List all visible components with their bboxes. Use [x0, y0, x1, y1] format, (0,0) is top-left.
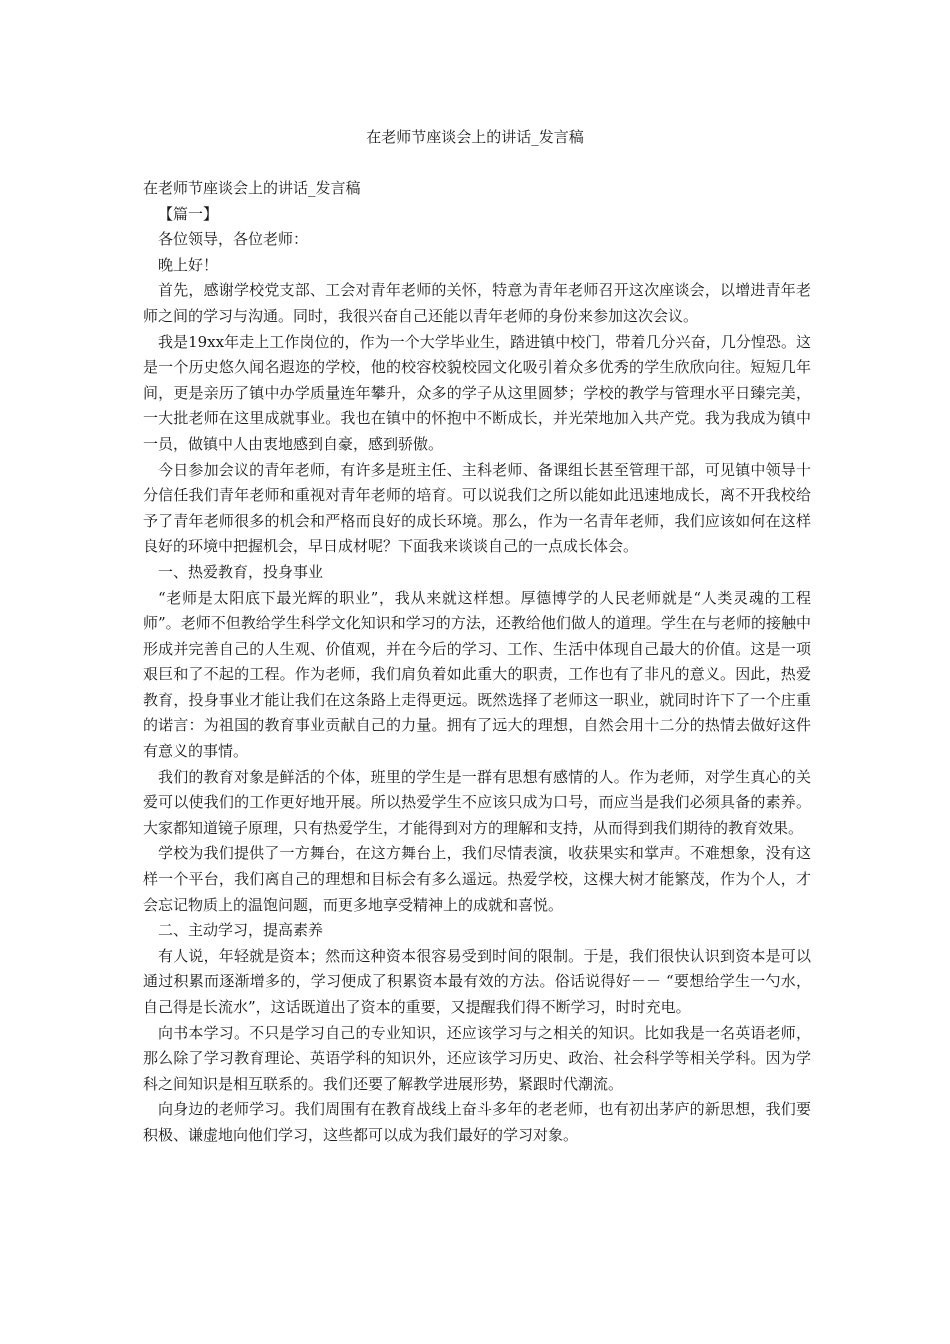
section-heading: 二、主动学习，提高素养 [158, 921, 324, 940]
section-heading: 一、热爱教育，投身事业 [158, 562, 324, 581]
paragraph: 向书本学习。不只是学习自己的专业知识，还应该学习与之相关的知识。比如我是一名英语老师，那么除了学习教育理论、英语学科的知识外，还应该学习历史、政治、社会科学等相关学科。因为学科之间知识是相互联系的。我们还要了解教学进展形势，紧跟时代潮流。 [143, 1023, 811, 1093]
paragraph: 有人说，年轻就是资本；然而这种资本很容易受到时间的限制。于是，我们很快认识到资本是可以通过积累而逐渐增多的，学习便成了积累资本最有效的方法。俗话说得好－－ “要想给学生一勺水，自己得是长流水”，这话既道出了资本的重要，又提醒我们得不断学习，时时充电。 [143, 946, 811, 1016]
paragraph: 我是19xx年走上工作岗位的，作为一个大学毕业生，踏进镇中校门，带着几分兴奋，几分惶恐。这是一个历史悠久闻名遐迩的学校，他的校容校貌校园文化吸引着众多优秀的学生欣欣向往。短短几年间，更是亲历了镇中办学质量连年攀升，众多的学子从这里圆梦；学校的教学与管理水平日臻完美，一大批老师在这里成就事业。我也在镇中的怀抱中不断成长，并光荣地加入共产党。我为我成为镇中一员，做镇中人由衷地感到自豪，感到骄傲。 [143, 332, 811, 453]
paragraph: 学校为我们提供了一方舞台，在这方舞台上，我们尽情表演，收获果实和掌声。不难想象，没有这样一个平台，我们离自己的理想和目标会有多么遥远。热爱学校，这棵大树才能繁茂，作为个人，才会忘记物质上的温饱问题，而更多地享受精神上的成就和喜悦。 [143, 844, 811, 914]
page-header-title: 在老师节座谈会上的讲话_发言稿 [366, 128, 584, 146]
paragraph: 我们的教育对象是鲜活的个体，班里的学生是一群有思想有感情的人。作为老师，对学生真心的关爱可以使我们的工作更好地开展。所以热爱学生不应该只成为口号，而应当是我们必须具备的素养。大家都知道镜子原理，只有热爱学生，才能得到对方的理解和支持，从而得到我们期待的教育效果。 [143, 767, 811, 837]
greeting: 晚上好！ [158, 255, 219, 274]
section-label: 【篇一】 [158, 204, 219, 223]
paragraph: 今日参加会议的青年老师，有许多是班主任、主科老师、备课组长甚至管理干部，可见镇中领导十分信任我们青年老师和重视对青年老师的培育。可以说我们之所以能如此迅速地成长，离不开我校给予了青年老师很多的机会和严格而良好的成长环境。那么，作为一名青年老师，我们应该如何在这样良好的环境中把握机会，早日成材呢？下面我来谈谈自己的一点成长体会。 [143, 460, 811, 556]
paragraph: “老师是太阳底下最光辉的职业”，我从来就这样想。厚德博学的人民老师就是“人类灵魂的工程师”。老师不但教给学生科学文化知识和学习的方法，还教给他们做人的道理。学生在与老师的接触中形成并完善自己的人生观、价值观，并在今后的学习、工作、生活中体现自己最大的价值。这是一项艰巨和了不起的工程。作为老师，我们肩负着如此重大的职责，工作也有了非凡的意义。因此，热爱教育，投身事业才能让我们在这条路上走得更远。既然选择了老师这一职业，就同时许下了一个庄重的诺言：为祖国的教育事业贡献自己的力量。拥有了远大的理想，自然会用十二分的热情去做好这件有意义的事情。 [143, 588, 811, 761]
paragraph: 向身边的老师学习。我们周围有在教育战线上奋斗多年的老老师，也有初出茅庐的新思想，我们要积极、谦虚地向他们学习，这些都可以成为我们最好的学习对象。 [143, 1100, 811, 1144]
salutation: 各位领导，各位老师： [158, 230, 309, 249]
paragraph: 首先，感谢学校党支部、工会对青年老师的关怀，特意为青年老师召开这次座谈会，以增进青年老师之间的学习与沟通。同时，我很兴奋自己还能以青年老师的身份来参加这次会议。 [143, 281, 811, 325]
document-body [143, 176, 811, 1149]
document-title: 在老师节座谈会上的讲话_发言稿 [143, 179, 361, 197]
